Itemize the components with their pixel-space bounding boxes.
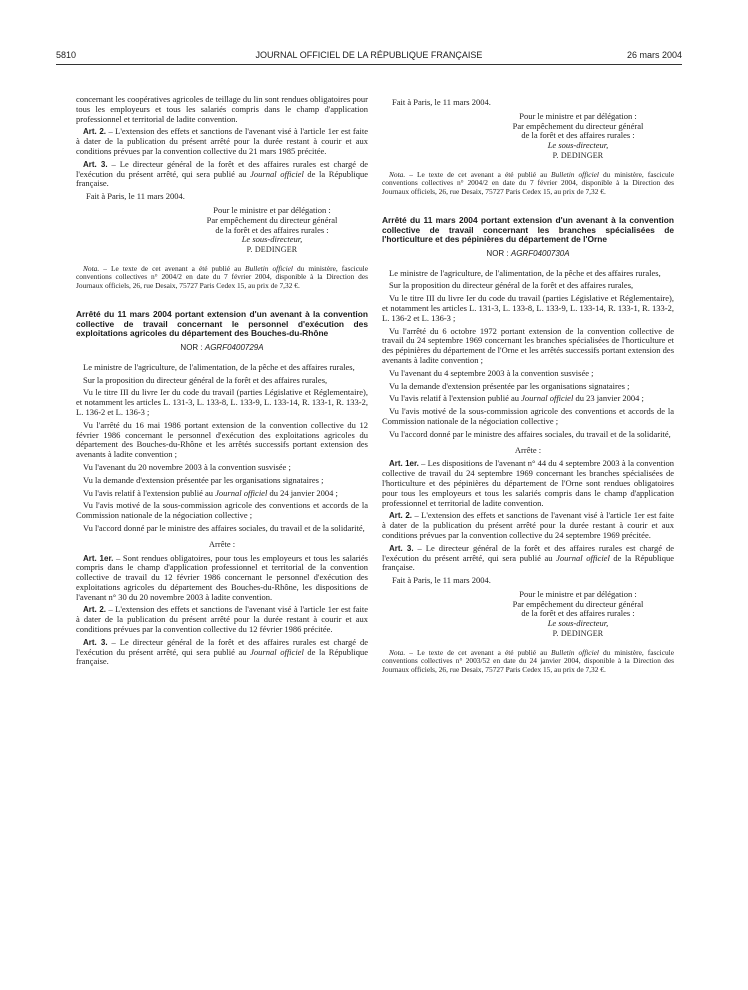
paragraph: Vu l'avis motivé de la sous-commission agricole des conventions et accords de la Commission nationale de la négociation collective ; bbox=[382, 406, 674, 426]
nota-label: Nota. bbox=[389, 169, 406, 179]
signature-line: de la forêt et des affaires rurales : bbox=[521, 130, 635, 141]
nota-text: – Le texte de cet avenant a été publié au bbox=[405, 647, 552, 657]
article-3 bbox=[382, 544, 674, 573]
signature-title: Le sous-directeur, bbox=[241, 234, 303, 245]
arrete-heading: Arrête : bbox=[514, 444, 542, 455]
signature-line: Par empêchement du directeur général bbox=[512, 120, 644, 131]
signature-title: Le sous-directeur, bbox=[547, 140, 609, 151]
signatory-name: P. DEDINGER bbox=[552, 150, 604, 160]
nor-code: AGRF0400730A bbox=[510, 248, 570, 258]
article-text: – L'extension des effets et sanctions de l'avenant visé à l'article 1er est faite à dater de la publication du présent arrêté pour la durée restant à courir et aux conditions prévues par la convention collective du 21 mars 1985 précitée. bbox=[76, 126, 369, 156]
journal-name: Journal officiel bbox=[250, 168, 304, 179]
nota-text: du ministère, fascicule conventions collectives n° 2004/2 en date du 7 février 2004, disponible à la Direction des Journaux officiels, 26, rue Desaix, 75727 Paris Cedex 15, au prix de 7,32 €. bbox=[76, 263, 368, 290]
nor-label: NOR : bbox=[486, 248, 511, 258]
signature-line: Pour le ministre et par délégation : bbox=[519, 110, 637, 121]
article-3 bbox=[76, 638, 368, 667]
article-label: Art. 3. bbox=[389, 543, 414, 553]
decree-title: Arrêté du 11 mars 2004 portant extension d'un avenant à la convention collective de travail concernant les branches spécialisées de l'horticulture et des pépinières du département de l'Orne bbox=[382, 215, 674, 245]
left-column bbox=[76, 95, 368, 670]
paragraph-text: du 23 janvier 2004 ; bbox=[573, 393, 644, 404]
paragraph: concernant les coopératives agricoles de teillage du lin sont rendues obligatoires pour tous les employeurs et tous les salariés compris dans le champ d'application professionnel et territorial de ladite convention. bbox=[76, 94, 368, 124]
nota bbox=[382, 649, 674, 674]
journal-name: Journal officiel bbox=[556, 552, 610, 563]
article-label: Art. 2. bbox=[83, 605, 106, 615]
article-text: – L'extension des effets et sanctions de l'avenant visé à l'article 1er est faite à dater de la publication du présent arrêté pour la durée restant à courir et aux conditions prévues par la convention collective du 12 février 1986 précitée. bbox=[76, 604, 369, 635]
article-label: Art. 2. bbox=[83, 127, 106, 137]
paragraph bbox=[76, 489, 368, 499]
signatory-name: P. DEDINGER bbox=[246, 245, 298, 255]
nor-label: NOR : bbox=[180, 342, 205, 352]
decree-title: Arrêté du 11 mars 2004 portant extension d'un avenant à la convention collective de travail concernant le personnel d'exécution des exploitations agricoles du département des Bouches-du-Rhône bbox=[76, 309, 368, 339]
right-column bbox=[382, 95, 674, 680]
journal-name: Journal officiel bbox=[521, 393, 574, 404]
nota-text: du ministère, fascicule conventions collectives n° 2004/2 en date du 7 février 2004, disponible à la Direction des Journaux officiels, 26, rue Desaix, 75727 Paris Cedex 15, au prix de 7,32 €. bbox=[382, 169, 674, 196]
signing-place-date: Fait à Paris, le 11 mars 2004. bbox=[86, 191, 185, 202]
article-2 bbox=[76, 605, 368, 634]
nota-label: Nota. bbox=[389, 647, 406, 657]
signature-line: Pour le ministre et par délégation : bbox=[519, 588, 637, 599]
signature-line: de la forêt et des affaires rurales : bbox=[215, 224, 329, 235]
article-1 bbox=[382, 459, 674, 508]
paragraph-text: Vu l'avis relatif à l'extension publié au bbox=[389, 393, 522, 404]
signature-line: Par empêchement du directeur général bbox=[512, 598, 644, 609]
paragraph: Vu l'avenant du 4 septembre 2003 à la convention susvisée ; bbox=[389, 367, 594, 378]
paragraph: Le ministre de l'agriculture, de l'alimentation, de la pêche et des affaires rurales, bbox=[389, 267, 661, 278]
paragraph bbox=[382, 394, 674, 404]
nor-reference bbox=[76, 343, 368, 353]
article-2 bbox=[382, 511, 674, 540]
paragraph: Vu le titre III du livre Ier du code du travail (parties Législative et Réglementaire), et notamment les articles L. 131-3, L. 133-8, L. 133-9, L. 133-14, R. 133-1, R. 133-2, L. 136-2 et L. 136-3 ; bbox=[76, 387, 368, 417]
paragraph: Vu la demande d'extension présentée par les organisations signataires ; bbox=[389, 380, 630, 391]
paragraph: Le ministre de l'agriculture, de l'alimentation, de la pêche et des affaires rurales, bbox=[83, 361, 355, 372]
article-label: Art. 1er. bbox=[389, 459, 419, 469]
article-text: – Le directeur général de la forêt et des affaires rurales est chargé de l'exécution du présent arrêté, qui sera publié au bbox=[76, 158, 368, 179]
nor-code: AGRF0400729A bbox=[204, 342, 264, 352]
signatory-name: P. DEDINGER bbox=[552, 629, 604, 639]
paragraph: Vu l'arrêté du 16 mai 1986 portant extension de la convention collective du 12 février 1986 concernant le personnel d'exécution des exploitations agricoles du département des Bouches-du-Rhône et les arrêtés successifs portant extension des avenants à ladite convention ; bbox=[76, 419, 368, 460]
article-text: de la République française. bbox=[76, 168, 368, 189]
signature-line: Par empêchement du directeur général bbox=[206, 214, 338, 225]
nor-reference bbox=[382, 249, 674, 259]
article-label: Art. 3. bbox=[83, 637, 108, 647]
article-text: – Sont rendues obligatoires, pour tous les employeurs et tous les salariés compris dans le champ d'application professionnel et territorial de la convention collective de travail du 12 février 1986 concernant le personnel d'exécution des exploitations agricoles du département des Bouches-du-Rhône, les dispositions de l'avenant n° 30 du 20 novembre 2003 à ladite convention. bbox=[76, 552, 368, 602]
article-label: Art. 2. bbox=[389, 511, 412, 521]
nota-label: Nota. bbox=[83, 263, 100, 273]
article-1 bbox=[76, 554, 368, 603]
article-text: – Le directeur général de la forêt et des affaires rurales est chargé de l'exécution du présent arrêté, qui sera publié au bbox=[382, 542, 674, 563]
article-text: de la République française. bbox=[382, 552, 674, 573]
paragraph: Sur la proposition du directeur général de la forêt et des affaires rurales, bbox=[83, 374, 328, 385]
signature-block bbox=[482, 590, 674, 639]
article-text: – L'extension des effets et sanctions de l'avenant visé à l'article 1er est faite à dater de la publication du présent arrêté pour la durée restant à courir et aux conditions prévues par la convention collective du 24 septembre 1969 précitée. bbox=[382, 510, 675, 540]
signing-place-date: Fait à Paris, le 11 mars 2004. bbox=[392, 575, 491, 586]
nota bbox=[382, 171, 674, 196]
paragraph-text: du 24 janvier 2004 ; bbox=[267, 487, 338, 498]
nota-text: – Le texte de cet avenant a été publié au bbox=[99, 263, 246, 273]
bulletin-name: Bulletin officiel bbox=[245, 263, 293, 273]
signature-block bbox=[482, 112, 674, 161]
paragraph: Vu le titre III du livre Ier du code du travail (parties Législative et Réglementaire), et notamment les articles L. 131-3, L. 133-8, L. 133-9, L. 133-14, R. 133-1, R. 133-2, L. 136-2 et L. 136-3 ; bbox=[382, 293, 674, 323]
article-3 bbox=[76, 160, 368, 189]
signature-line: de la forêt et des affaires rurales : bbox=[521, 608, 635, 619]
article-2 bbox=[76, 127, 368, 156]
signature-block bbox=[176, 206, 368, 255]
issue-date: 26 mars 2004 bbox=[626, 50, 682, 60]
nota bbox=[76, 265, 368, 290]
paragraph-text: Vu l'avis relatif à l'extension publié au bbox=[83, 487, 216, 498]
paragraph: Vu l'arrêté du 6 octobre 1972 portant extension de la convention collective de travail du 24 septembre 1969 concernant les branches spécialisées de l'horticulture et des pépinières du département de l'Orne et les arrêtés successifs portant extension des avenants à ladite convention ; bbox=[382, 325, 674, 365]
journal-name: Journal officiel bbox=[215, 487, 268, 498]
paragraph: Vu l'avenant du 20 novembre 2003 à la convention susvisée ; bbox=[83, 461, 291, 472]
signature-title: Le sous-directeur, bbox=[547, 618, 609, 629]
signature-line: Pour le ministre et par délégation : bbox=[213, 204, 331, 215]
article-text: – Le directeur général de la forêt et des affaires rurales est chargé de l'exécution du présent arrêté, qui sera publié au bbox=[76, 636, 368, 657]
article-text: de la République française. bbox=[76, 646, 368, 667]
journal-name: Journal officiel bbox=[250, 646, 304, 657]
paragraph: Vu la demande d'extension présentée par les organisations signataires ; bbox=[83, 474, 324, 485]
header-rule bbox=[56, 64, 682, 65]
signing-place-date: Fait à Paris, le 11 mars 2004. bbox=[392, 97, 491, 107]
paragraph: Vu l'accord donné par le ministre des affaires sociales, du travail et de la solidarité, bbox=[389, 428, 671, 439]
page-header bbox=[56, 50, 682, 62]
article-text: – Les dispositions de l'avenant n° 44 du 4 septembre 2003 à la convention collective de travail du 24 septembre 1969 concernant les branches spécialisées de l'horticulture et des pépinières du département de l'Orne sont rendues obligatoires pour tous les employeurs et tous les salariés compris dans le champ d'application professionnel et territorial de ladite convention. bbox=[382, 458, 674, 508]
nota-text: – Le texte de cet avenant a été publié au bbox=[405, 169, 552, 179]
page-number: 5810 bbox=[56, 50, 77, 60]
paragraph: Sur la proposition du directeur général de la forêt et des affaires rurales, bbox=[389, 280, 634, 291]
paragraph: Vu l'avis motivé de la sous-commission agricole des conventions et accords de la Commission nationale de la négociation collective ; bbox=[76, 500, 368, 521]
bulletin-name: Bulletin officiel bbox=[551, 647, 599, 657]
nota-text: du ministère, fascicule conventions collectives n° 2003/52 en date du 24 janvier 2004, disponible à la Direction des Journaux officiels, 26, rue Desaix, 75727 Paris Cedex 15, au prix de 7,32 €. bbox=[382, 647, 674, 674]
article-label: Art. 3. bbox=[83, 159, 108, 169]
paragraph: Vu l'accord donné par le ministre des affaires sociales, du travail et de la solidarité, bbox=[83, 522, 365, 533]
journal-title: JOURNAL OFFICIEL DE LA RÉPUBLIQUE FRANÇAISE bbox=[255, 50, 483, 60]
bulletin-name: Bulletin officiel bbox=[551, 169, 599, 179]
article-label: Art. 1er. bbox=[83, 553, 114, 563]
arrete-heading: Arrête : bbox=[208, 538, 236, 549]
